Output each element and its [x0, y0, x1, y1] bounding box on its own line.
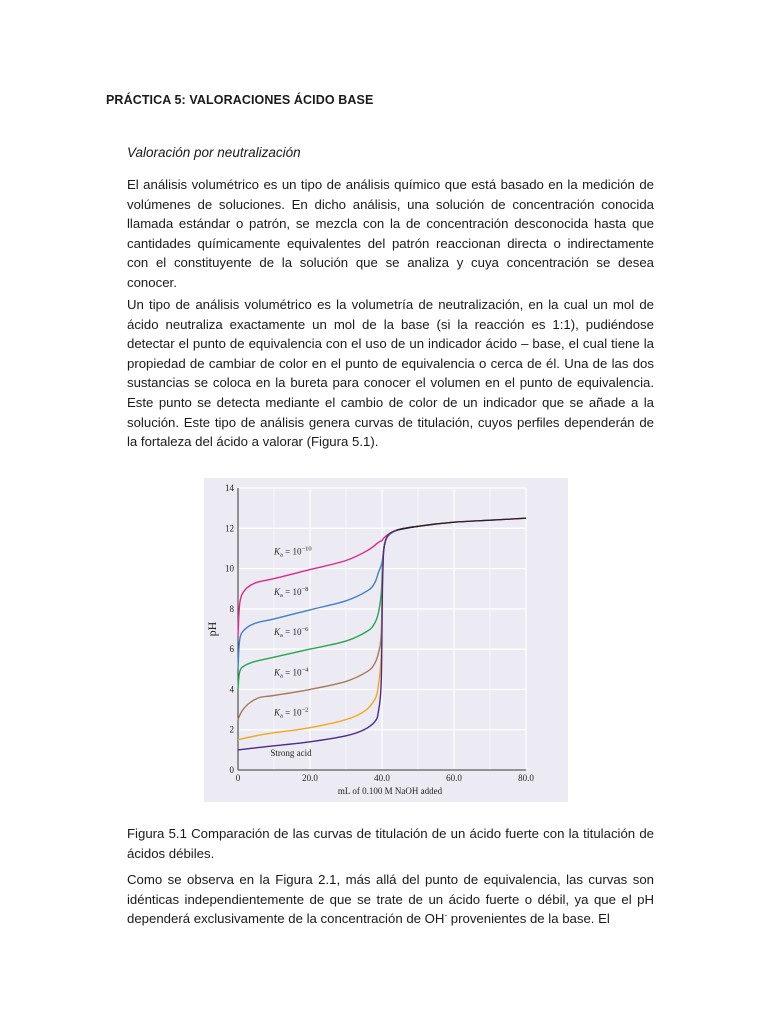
x-tick-label: 0 — [235, 773, 241, 783]
chart-background — [204, 478, 568, 802]
y-tick-label: 8 — [229, 603, 234, 614]
y-tick-label: 12 — [225, 523, 234, 534]
section-subtitle: Valoración por neutralización — [127, 145, 301, 160]
paragraph-2: Un tipo de análisis volumétrico es la volumetría de neutralización, en la cual un mol de ácido neutraliza exactamente un mol de la base (si la reacción es 1:1), pudiéndose detectar el punto de equivalencia con el uso de un indicador ácido – base, el cual tiene la propiedad de cambiar de color en el punto de equivalencia o cerca de él. Una de las dos sustancias se coloca en la bureta para conocer el volumen en el punto de equivalencia. Este punto se detecta mediante el cambio de color de un indicador que se añade a la solución. Este tipo de análisis genera curvas de titulación, cuyos perfiles dependerán de la fortaleza del ácido a valorar (Figura 5.1). — [127, 297, 654, 450]
series-label-3: $K_a = 10^{-4}$ — [274, 666, 309, 680]
y-tick-label: 10 — [225, 563, 234, 574]
paragraph-3-text: Como se observa en la Figura 2.1, más allá del punto de equivalencia, las curvas son idénticas independientemente de que se trate de un ácido fuerte o débil, ya que el pH dependerá exclusivamente de la concentración de OH — [127, 872, 654, 927]
series-label-1: $K_a = 10^{-8}$ — [274, 585, 309, 599]
practice-title: PRÁCTICA 5: VALORACIONES ÁCIDO BASE — [106, 93, 374, 107]
x-tick-label: 60.0 — [446, 773, 462, 783]
figure-caption: Figura 5.1 Comparación de las curvas de titulación de un ácido fuerte con la titulación de ácidos débiles. — [127, 826, 654, 861]
titration-chart — [204, 478, 568, 802]
y-tick-label: 0 — [229, 765, 234, 775]
y-tick-label: 2 — [229, 724, 234, 735]
hydroxide-superscript: - — [444, 910, 448, 920]
titration-figure — [204, 478, 568, 802]
series-label-5: Strong acid — [270, 747, 312, 758]
paragraph-1: El análisis volumétrico es un tipo de análisis químico que está basado en la medición de volúmenes de soluciones. En dicho análisis, una solución de concentración conocida llamada estándar o patrón, se mezcla con la de concentración desconocida hasta que cantidades químicamente equivalentes del patrón reaccionan directa o indirectamente con el constituyente de la solución que se analiza y cuya concentración se desea conocer. — [127, 177, 654, 290]
y-tick-label: 4 — [229, 684, 234, 695]
x-axis-label: mL of 0.100 M NaOH added — [337, 786, 443, 796]
x-tick-label: 40.0 — [374, 773, 390, 783]
series-label-0: $K_a = 10^{-10}$ — [274, 545, 312, 559]
series-label-2: $K_a = 10^{-6}$ — [274, 626, 309, 640]
paragraph-3-end: provenientes de la base. El — [447, 911, 610, 927]
y-tick-label: 14 — [225, 483, 234, 493]
y-axis-label: pH — [205, 621, 219, 637]
series-label-4: $K_a = 10^{-2}$ — [274, 706, 309, 720]
y-tick-label: 6 — [229, 644, 234, 655]
paragraph-3 — [127, 870, 654, 929]
x-tick-label: 80.0 — [518, 773, 534, 783]
x-tick-label: 20.0 — [302, 773, 318, 783]
